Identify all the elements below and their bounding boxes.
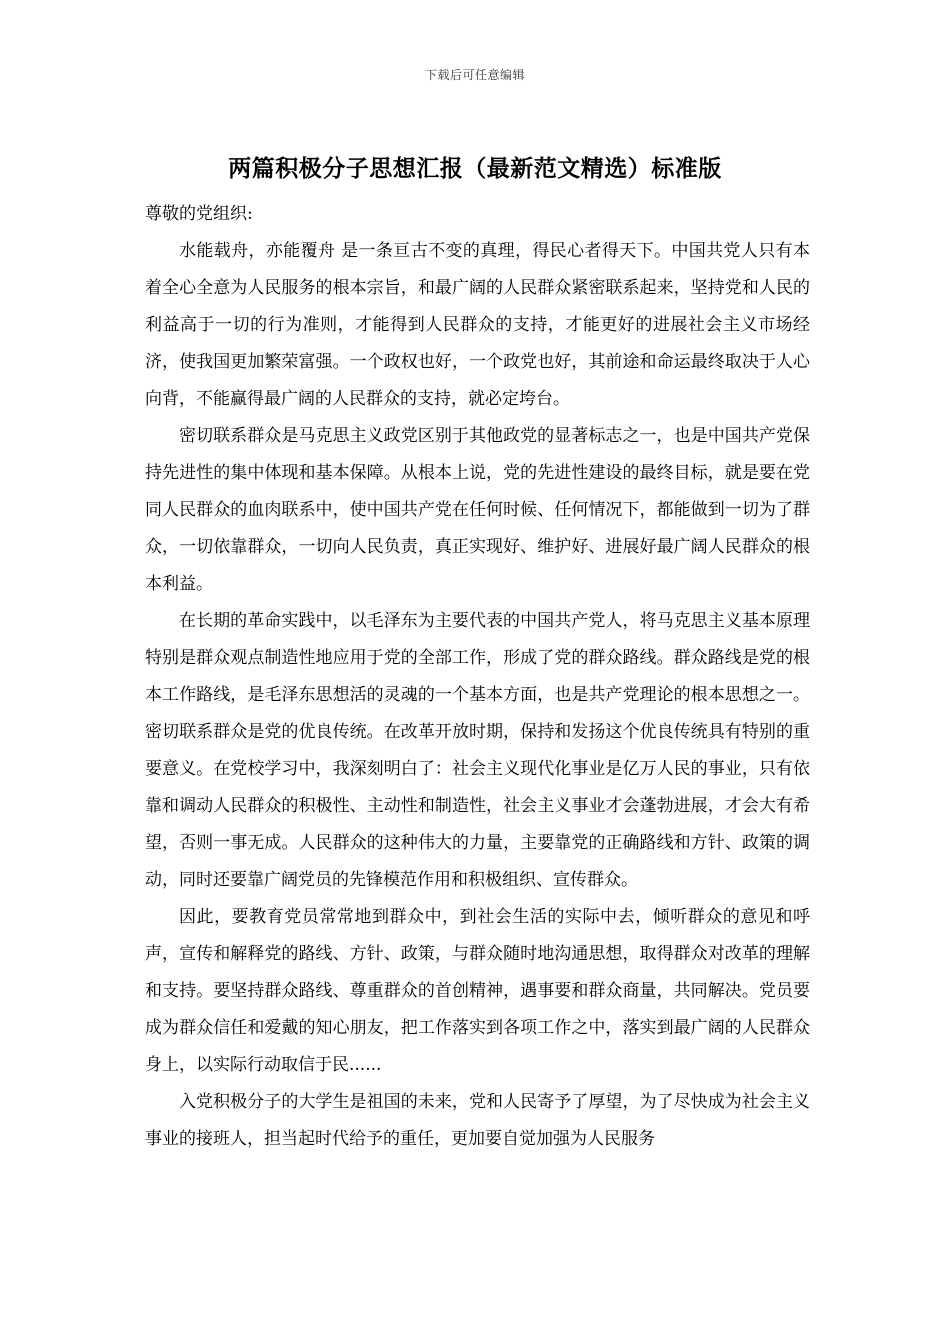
header-note: 下载后可任意编辑 (424, 68, 525, 82)
paragraph-4: 因此，要教育党员常常地到群众中，到社会生活的实际中去，倾听群众的意见和呼声，宣传和解释党的路线、方针、政策，与群众随时地沟通思想，取得群众对改革的理解和支持。要坚持群众路线、尊重群众的首创精神，遇事要和群众商量，共同解决。党员要成为群众信任和爱戴的知心朋友，把工作落实到各项工作之中，落实到最广阔的人民群众身上，以实际行动取信于民...... (145, 907, 810, 1075)
paragraph-5: 入党积极分子的大学生是祖国的未来，党和人民寄予了厚望，为了尽快成为社会主义事业的接班人，担当起时代给予的重任，更加要自觉加强为人民服务 (145, 1092, 810, 1149)
document-title: 两篇积极分子思想汇报（最新范文精选）标准版 (228, 155, 722, 182)
paragraph-2: 密切联系群众是马克思主义政党区别于其他政党的显著标志之一，也是中国共产党保持先进性的集中体现和基本保障。从根本上说，党的先进性建设的最终目标，就是要在党同人民群众的血肉联系中，使中国共产党在任何时候、任何情况下，都能做到一切为了群众，一切依靠群众，一切向人民负责，真正实现好、维护好、进展好最广阔人民群众的根本利益。 (145, 426, 810, 594)
paragraph-3: 在长期的革命实践中，以毛泽东为主要代表的中国共产党人，将马克思主义基本原理特别是群众观点制造性地应用于党的全部工作，形成了党的群众路线。群众路线是党的根本工作路线，是毛泽东思想活的灵魂的一个基本方面，也是共产党理论的根本思想之一。密切联系群众是党的优良传统。在改革开放时期，保持和发扬这个优良传统具有特别的重要意义。在党校学习中，我深刻明白了：社会主义现代化事业是亿万人民的事业，只有依靠和调动人民群众的积极性、主动性和制造性，社会主义事业才会蓬勃进展，才会大有希望，否则一事无成。人民群众的这种伟大的力量，主要靠党的正确路线和方针、政策的调动，同时还要靠广阔党员的先锋模范作用和积极组织、宣传群众。 (145, 611, 810, 890)
paragraph-1: 水能载舟，亦能覆舟 是一条亘古不变的真理，得民心者得天下。中国共党人只有本着全心全意为人民服务的根本宗旨，和最广阔的人民群众紧密联系起来，坚持党和人民的利益高于一切的行为准则，才能得到人民群众的支持，才能更好的进展社会主义市场经济，使我国更加繁荣富强。一个政权也好，一个政党也好，其前途和命运最终取决于人心向背，不能赢得最广阔的人民群众的支持，就必定垮台。 (145, 241, 810, 409)
document-body (145, 196, 810, 1158)
salutation: 尊敬的党组织: (145, 204, 253, 224)
